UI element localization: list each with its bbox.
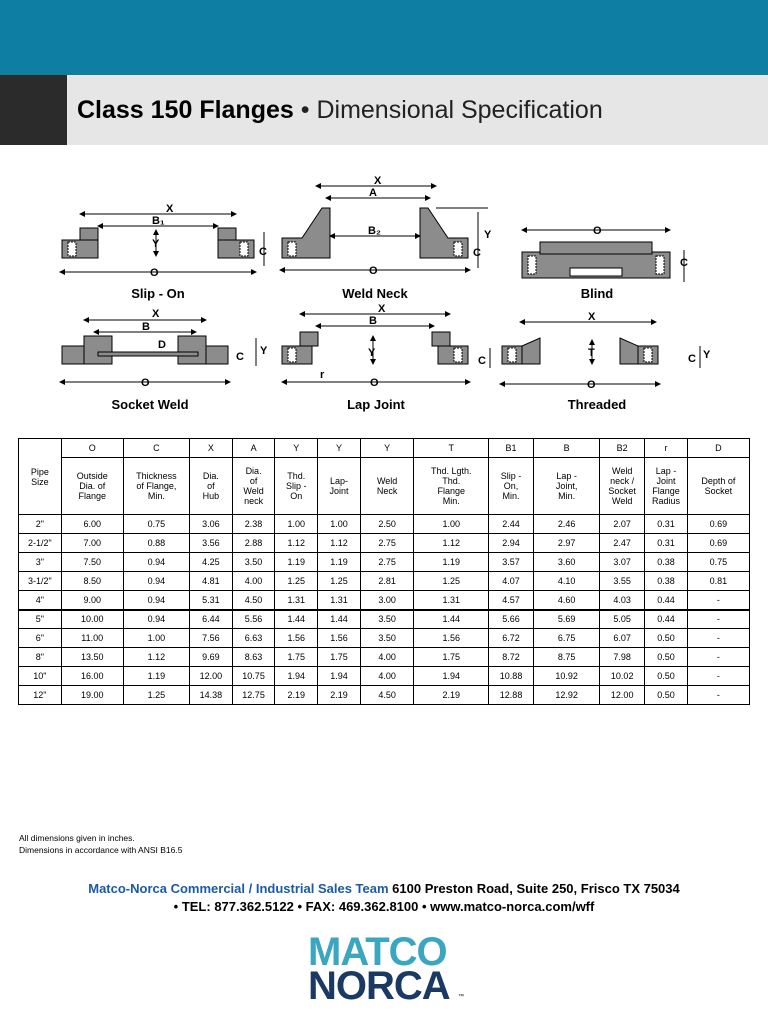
- table-cell: 8.63: [232, 648, 275, 667]
- table-cell: 4.50: [360, 686, 413, 705]
- table-cell: 8.50: [61, 572, 123, 591]
- table-cell: 0.50: [645, 686, 688, 705]
- table-cell: 4.03: [600, 591, 645, 610]
- table-cell: 2.97: [534, 534, 600, 553]
- table-cell: 0.44: [645, 591, 688, 610]
- code-header-row: [19, 439, 750, 458]
- table-cell: 1.25: [275, 572, 318, 591]
- table-cell: 1.00: [123, 629, 189, 648]
- table-cell: 3.00: [360, 591, 413, 610]
- description-line: Thd.: [287, 471, 306, 481]
- table-cell: 2.47: [600, 534, 645, 553]
- pipe-size-cell: 2-1/2": [19, 534, 62, 553]
- table-cell: -: [687, 648, 749, 667]
- table-cell: 2.75: [360, 534, 413, 553]
- table-cell: 1.31: [318, 591, 361, 610]
- table-cell: 0.50: [645, 667, 688, 686]
- svg-text:T: T: [588, 347, 595, 359]
- description-line: Lap -: [655, 466, 677, 476]
- description-line: Min.: [147, 491, 165, 501]
- description-line: Weld: [243, 486, 264, 496]
- description-header: [61, 458, 123, 515]
- table-cell: 3.60: [534, 553, 600, 572]
- table-cell: 12.00: [189, 667, 232, 686]
- table-cell: 0.94: [123, 553, 189, 572]
- table-cell: 2.50: [360, 515, 413, 534]
- table-cell: 16.00: [61, 667, 123, 686]
- table-cell: 14.38: [189, 686, 232, 705]
- table-cell: 1.75: [275, 648, 318, 667]
- svg-text:B₁: B₁: [152, 215, 165, 227]
- description-line: Min.: [442, 496, 460, 506]
- svg-text:O: O: [150, 267, 159, 279]
- table-cell: 3.55: [600, 572, 645, 591]
- table-cell: 10.02: [600, 667, 645, 686]
- code-header: Y: [275, 439, 318, 458]
- description-line: Min.: [502, 491, 520, 501]
- table-cell: 1.00: [318, 515, 361, 534]
- table-cell: 1.31: [275, 591, 318, 610]
- description-line: Weld: [376, 476, 398, 486]
- table-cell: 1.12: [414, 534, 489, 553]
- table-cell: 4.60: [534, 591, 600, 610]
- note-standard: Dimensions in accordance with ANSI B16.5: [19, 845, 183, 855]
- table-cell: 0.94: [123, 610, 189, 629]
- footnotes: [19, 832, 182, 856]
- description-header: [275, 458, 318, 515]
- header-color-band: [0, 0, 768, 75]
- code-header: X: [189, 439, 232, 458]
- svg-text:C: C: [680, 257, 688, 269]
- description-line: Lap-: [330, 476, 349, 486]
- svg-text:C: C: [236, 351, 244, 363]
- pipe-size-cell: 10": [19, 667, 62, 686]
- description-line: neck: [244, 496, 264, 506]
- blind-label: Blind: [580, 286, 614, 301]
- description-header-row: [19, 458, 750, 515]
- table-cell: 7.00: [61, 534, 123, 553]
- table-cell: 12.75: [232, 686, 275, 705]
- table-cell: 1.94: [318, 667, 361, 686]
- table-cell: 0.75: [123, 515, 189, 534]
- code-header: O: [61, 439, 123, 458]
- table-cell: 2.38: [232, 515, 275, 534]
- pipe-size-cell: 6": [19, 629, 62, 648]
- table-cell: 2.81: [360, 572, 413, 591]
- description-line: On: [290, 491, 303, 501]
- description-line: Radius: [651, 496, 680, 506]
- description-line: Flange: [78, 491, 106, 501]
- table-cell: 1.31: [414, 591, 489, 610]
- description-line: of: [249, 476, 258, 486]
- svg-text:Y: Y: [484, 229, 492, 241]
- svg-text:C: C: [688, 353, 696, 365]
- logo-norca: NORCA: [308, 964, 450, 1008]
- table-cell: 2.19: [414, 686, 489, 705]
- table-cell: 1.19: [123, 667, 189, 686]
- table-cell: 4.00: [360, 667, 413, 686]
- title-separator: •: [300, 96, 310, 124]
- description-line: Outside: [76, 471, 108, 481]
- table-cell: 1.12: [318, 534, 361, 553]
- table-row: [19, 553, 750, 572]
- matco-norca-logo: [300, 930, 480, 1010]
- threaded-label: Threaded: [567, 397, 627, 412]
- table-cell: 0.31: [645, 515, 688, 534]
- table-row: [19, 515, 750, 534]
- description-line: Socket: [704, 486, 733, 496]
- table-cell: 3.56: [189, 534, 232, 553]
- table-row: [19, 610, 750, 629]
- table-cell: -: [687, 610, 749, 629]
- table-cell: 11.00: [61, 629, 123, 648]
- table-cell: 1.75: [414, 648, 489, 667]
- table-cell: 1.25: [414, 572, 489, 591]
- title-bold: Class 150 Flanges: [77, 96, 294, 124]
- description-header: [232, 458, 275, 515]
- table-cell: 1.12: [123, 648, 189, 667]
- threaded-drawing: [500, 311, 711, 391]
- table-cell: 0.81: [687, 572, 749, 591]
- description-line: Dia. of: [79, 481, 106, 491]
- table-cell: 0.50: [645, 648, 688, 667]
- table-cell: 1.44: [318, 610, 361, 629]
- table-cell: 6.44: [189, 610, 232, 629]
- table-row: [19, 667, 750, 686]
- svg-text:Y: Y: [368, 347, 376, 359]
- logo-matco: MATCO: [308, 930, 447, 974]
- table-cell: 2.94: [489, 534, 534, 553]
- description-line: Joint: [656, 476, 676, 486]
- svg-text:X: X: [374, 175, 382, 187]
- table-cell: 3.50: [232, 553, 275, 572]
- pipe-size-cell: 12": [19, 686, 62, 705]
- table-cell: 4.57: [489, 591, 534, 610]
- logo-tm: ™: [458, 994, 464, 1000]
- table-cell: 12.88: [489, 686, 534, 705]
- table-cell: 8.72: [489, 648, 534, 667]
- svg-text:B₂: B₂: [368, 225, 381, 237]
- description-line: Thd. Lgth.: [430, 466, 472, 476]
- table-cell: 6.63: [232, 629, 275, 648]
- svg-text:C: C: [473, 247, 481, 259]
- description-header: [687, 458, 749, 515]
- table-cell: 8.75: [534, 648, 600, 667]
- description-line: Lap -: [556, 471, 577, 481]
- table-cell: 19.00: [61, 686, 123, 705]
- code-header: A: [232, 439, 275, 458]
- table-cell: 4.00: [232, 572, 275, 591]
- code-header: D: [687, 439, 749, 458]
- svg-text:C: C: [478, 355, 486, 367]
- table-cell: 5.31: [189, 591, 232, 610]
- description-line: Flange: [437, 486, 465, 496]
- svg-text:X: X: [166, 203, 174, 215]
- table-cell: 0.38: [645, 553, 688, 572]
- table-cell: 4.00: [360, 648, 413, 667]
- socket-weld-label: Socket Weld: [111, 397, 189, 412]
- table-cell: 0.44: [645, 610, 688, 629]
- title-accent-block: [0, 75, 67, 145]
- sales-team: Matco-Norca Commercial / Industrial Sales Team: [88, 881, 389, 896]
- svg-text:A: A: [369, 187, 377, 199]
- code-header: C: [123, 439, 189, 458]
- svg-text:O: O: [370, 377, 379, 389]
- table-cell: 1.56: [318, 629, 361, 648]
- table-cell: 2.07: [600, 515, 645, 534]
- table-cell: 3.50: [360, 610, 413, 629]
- table-cell: 10.88: [489, 667, 534, 686]
- description-header: [360, 458, 413, 515]
- table-cell: 1.12: [275, 534, 318, 553]
- table-cell: 10.92: [534, 667, 600, 686]
- table-cell: 0.88: [123, 534, 189, 553]
- table-cell: 4.81: [189, 572, 232, 591]
- description-header: [123, 458, 189, 515]
- code-header: B1: [489, 439, 534, 458]
- table-cell: 2.44: [489, 515, 534, 534]
- table-cell: 2.46: [534, 515, 600, 534]
- table-cell: 12.00: [600, 686, 645, 705]
- table-cell: 5.69: [534, 610, 600, 629]
- svg-text:O: O: [593, 225, 602, 237]
- table-cell: -: [687, 667, 749, 686]
- description-header: [534, 458, 600, 515]
- description-line: Hub: [202, 491, 220, 501]
- flange-diagrams: [0, 170, 768, 420]
- weld-neck-label: Weld Neck: [342, 286, 408, 301]
- svg-text:O: O: [587, 379, 596, 391]
- table-cell: 1.00: [414, 515, 489, 534]
- table-cell: 1.75: [318, 648, 361, 667]
- table-cell: 12.92: [534, 686, 600, 705]
- table-cell: 5.05: [600, 610, 645, 629]
- table-cell: 4.10: [534, 572, 600, 591]
- description-line: Socket: [608, 486, 636, 496]
- description-header: [318, 458, 361, 515]
- table-cell: 3.50: [360, 629, 413, 648]
- table-cell: 9.69: [189, 648, 232, 667]
- description-line: neck /: [610, 476, 635, 486]
- code-header: Y: [318, 439, 361, 458]
- description-line: On,: [503, 481, 519, 491]
- table-cell: 1.94: [414, 667, 489, 686]
- table-row: [19, 648, 750, 667]
- table-cell: 3.57: [489, 553, 534, 572]
- svg-text:D: D: [158, 339, 166, 351]
- table-cell: -: [687, 629, 749, 648]
- table-cell: 0.38: [645, 572, 688, 591]
- table-row: [19, 629, 750, 648]
- table-cell: 2.19: [275, 686, 318, 705]
- description-line: Dia.: [202, 471, 219, 481]
- table-cell: 1.19: [414, 553, 489, 572]
- table-cell: 4.07: [489, 572, 534, 591]
- pipe-size-cell: 2": [19, 515, 62, 534]
- table-cell: 6.72: [489, 629, 534, 648]
- description-header: [414, 458, 489, 515]
- svg-text:Y: Y: [152, 238, 160, 250]
- description-header: [600, 458, 645, 515]
- description-line: Dia.: [245, 466, 262, 476]
- table-cell: 0.94: [123, 572, 189, 591]
- table-row: [19, 591, 750, 610]
- description-line: Weld: [612, 496, 633, 506]
- table-cell: 1.44: [275, 610, 318, 629]
- table-cell: 1.25: [318, 572, 361, 591]
- description-line: Depth of: [701, 476, 736, 486]
- table-cell: -: [687, 591, 749, 610]
- note-units: All dimensions given in inches.: [19, 833, 135, 843]
- contact-line-2: • TEL: 877.362.5122 • FAX: 469.362.8100 • www.matco-norca.com/wff: [173, 899, 595, 914]
- svg-text:X: X: [152, 308, 160, 320]
- svg-text:C: C: [259, 246, 267, 258]
- pipe-size-cell: 4": [19, 591, 62, 610]
- contact-line-1: [0, 881, 768, 896]
- table-cell: 1.00: [275, 515, 318, 534]
- description-line: Neck: [376, 486, 398, 496]
- table-cell: 0.69: [687, 515, 749, 534]
- table-cell: 1.44: [414, 610, 489, 629]
- pipe-size-cell: 8": [19, 648, 62, 667]
- table-cell: 6.75: [534, 629, 600, 648]
- table-cell: 6.00: [61, 515, 123, 534]
- table-body: [19, 515, 750, 705]
- table-cell: 4.25: [189, 553, 232, 572]
- description-line: Thickness: [136, 471, 177, 481]
- title-rest: Dimensional Specification: [316, 96, 603, 124]
- table-cell: 0.50: [645, 629, 688, 648]
- svg-text:B: B: [142, 321, 150, 333]
- table-cell: 6.07: [600, 629, 645, 648]
- pipe-size-cell: 3": [19, 553, 62, 572]
- svg-text:r: r: [320, 369, 325, 381]
- code-header: B2: [600, 439, 645, 458]
- description-line: of: [207, 481, 215, 491]
- table-cell: 3.06: [189, 515, 232, 534]
- table-cell: 10.75: [232, 667, 275, 686]
- description-header: [489, 458, 534, 515]
- table-cell: 2.75: [360, 553, 413, 572]
- svg-text:Y: Y: [260, 345, 268, 357]
- table-row: [19, 572, 750, 591]
- svg-text:O: O: [369, 265, 378, 277]
- code-header: Y: [360, 439, 413, 458]
- table-cell: 7.56: [189, 629, 232, 648]
- table-cell: 0.75: [687, 553, 749, 572]
- svg-text:X: X: [378, 303, 386, 315]
- table-cell: 7.98: [600, 648, 645, 667]
- table-cell: 10.00: [61, 610, 123, 629]
- page-title: [77, 95, 603, 125]
- pipe-size-header: Pipe Size: [19, 439, 62, 515]
- table-cell: 1.56: [275, 629, 318, 648]
- socket-weld-drawing: [60, 308, 268, 389]
- table-cell: -: [687, 686, 749, 705]
- code-header: T: [414, 439, 489, 458]
- table-cell: 0.94: [123, 591, 189, 610]
- table-cell: 5.56: [232, 610, 275, 629]
- table-row: [19, 686, 750, 705]
- code-header: B: [534, 439, 600, 458]
- lap-joint-label: Lap Joint: [347, 397, 405, 412]
- lap-joint-drawing: [282, 303, 490, 389]
- pipe-size-cell: 5": [19, 610, 62, 629]
- table-cell: 0.69: [687, 534, 749, 553]
- table-cell: 2.19: [318, 686, 361, 705]
- description-header: [645, 458, 688, 515]
- svg-text:O: O: [141, 377, 150, 389]
- weld-neck-drawing: [280, 175, 492, 277]
- table-cell: 1.56: [414, 629, 489, 648]
- table-cell: 13.50: [61, 648, 123, 667]
- description-line: Thd.: [442, 476, 461, 486]
- slip-on-drawing: [60, 203, 267, 279]
- table-cell: 7.50: [61, 553, 123, 572]
- svg-text:Y: Y: [703, 349, 711, 361]
- table-cell: 1.94: [275, 667, 318, 686]
- description-header: [189, 458, 232, 515]
- address: 6100 Preston Road, Suite 250, Frisco TX 75034: [392, 881, 680, 896]
- table-row: [19, 534, 750, 553]
- slip-on-label: Slip - On: [131, 286, 185, 301]
- description-line: Flange: [652, 486, 680, 496]
- table-cell: 4.50: [232, 591, 275, 610]
- table-cell: 9.00: [61, 591, 123, 610]
- table-cell: 3.07: [600, 553, 645, 572]
- table-cell: 1.19: [275, 553, 318, 572]
- pipe-size-cell: 3-1/2": [19, 572, 62, 591]
- table-cell: 5.66: [489, 610, 534, 629]
- blind-drawing: [522, 225, 688, 282]
- description-line: Joint,: [555, 481, 578, 491]
- table-cell: 1.19: [318, 553, 361, 572]
- description-line: Slip -: [500, 471, 522, 481]
- table-cell: 0.31: [645, 534, 688, 553]
- description-line: of Flange,: [136, 481, 177, 491]
- code-header: r: [645, 439, 688, 458]
- svg-text:X: X: [588, 311, 596, 323]
- description-line: Weld: [612, 466, 633, 476]
- table-cell: 1.25: [123, 686, 189, 705]
- description-line: Min.: [558, 491, 576, 501]
- description-line: Slip -: [286, 481, 307, 491]
- description-line: Joint: [329, 486, 349, 496]
- table-cell: 2.88: [232, 534, 275, 553]
- svg-text:B: B: [369, 315, 377, 327]
- dimension-table: [18, 438, 750, 705]
